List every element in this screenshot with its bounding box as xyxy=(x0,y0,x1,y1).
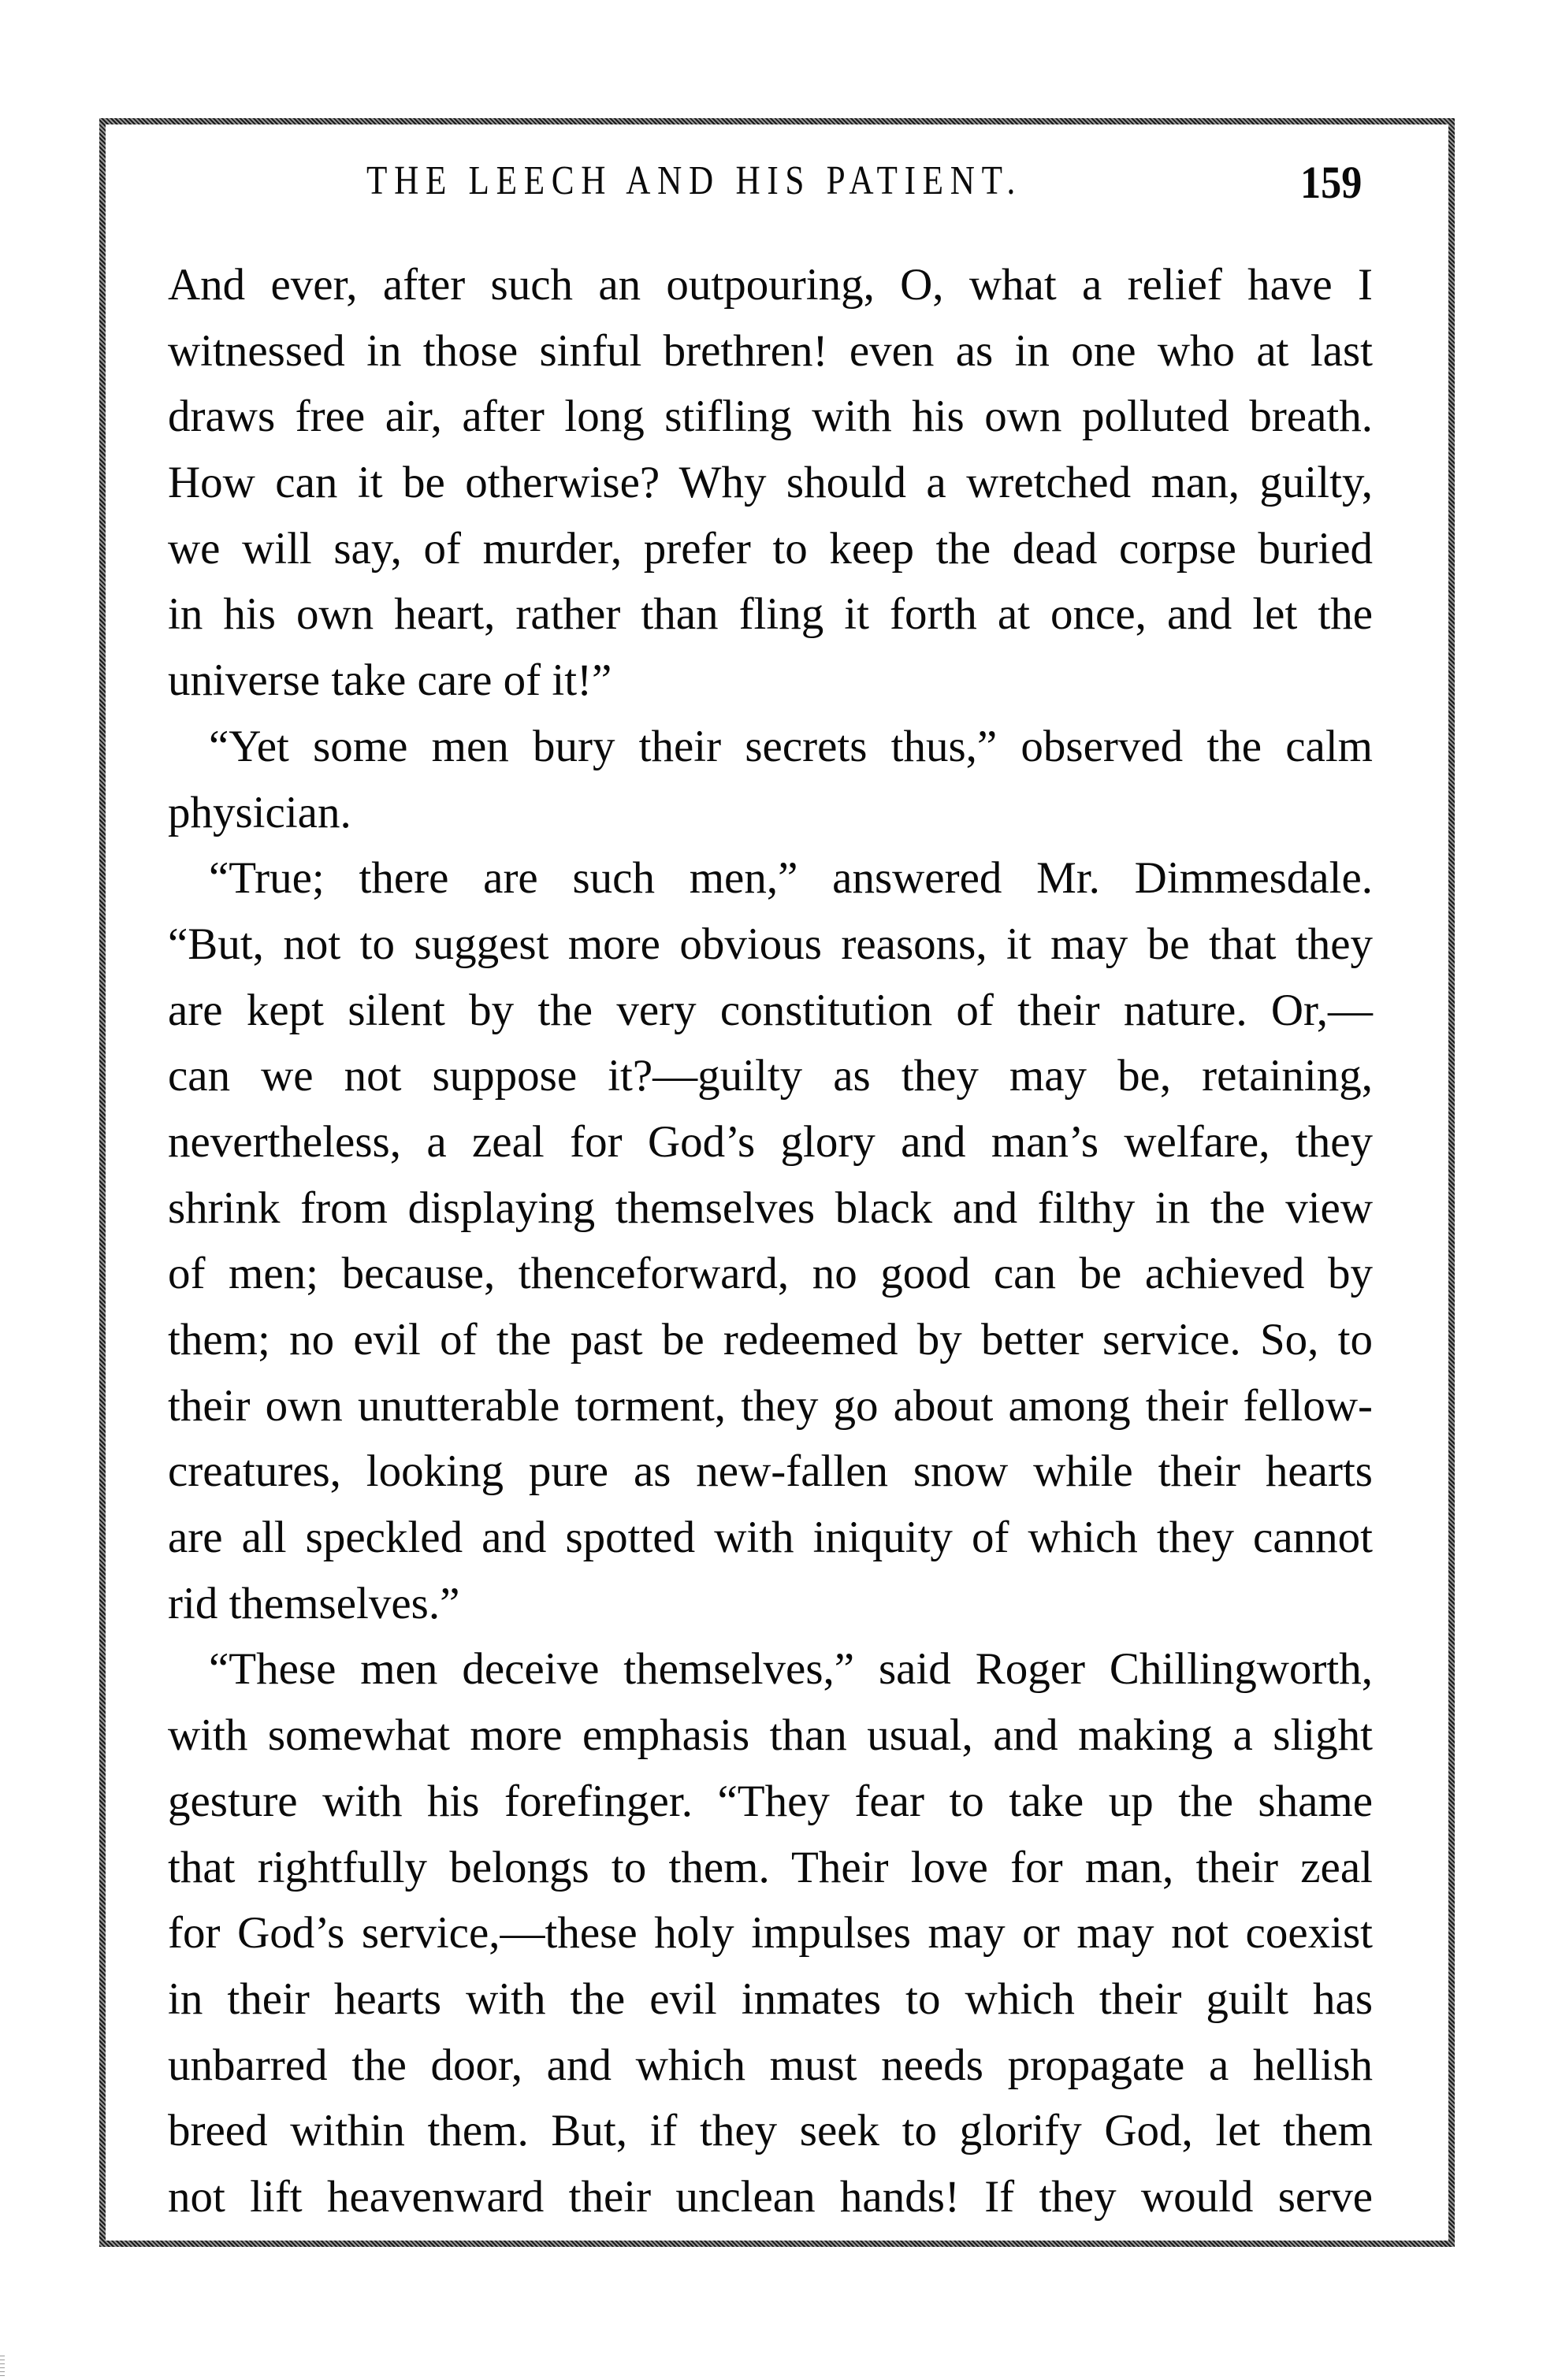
text-line: in their hearts with the evil inmates to which their guilt has xyxy=(168,1973,1373,2024)
text-line: shrink from displaying themselves black and filthy in the view xyxy=(168,1183,1373,1233)
body-text xyxy=(168,262,1373,2240)
text-line: we will say, of murder, prefer to keep the dead corpse buried xyxy=(168,523,1373,574)
text-line: can we not suppose it?—guilty as they may be, retaining, xyxy=(168,1051,1373,1101)
text-line: are kept silent by the very constitution of their nature. Or,— xyxy=(168,985,1373,1035)
text-line: “These men deceive themselves,” said Roger Chillingworth, xyxy=(209,1644,1373,1695)
text-line: rid themselves.” xyxy=(168,1578,460,1628)
running-header-title: THE LEECH AND HIS PATIENT. xyxy=(366,158,1023,203)
text-line: “Yet some men bury their secrets thus,” observed the calm xyxy=(209,721,1373,771)
text-line: of men; because, thenceforward, no good can be achieved by xyxy=(168,1249,1373,1299)
text-line: “But, not to suggest more obvious reasons, it may be that they xyxy=(168,919,1373,969)
text-line: not lift heavenward their unclean hands! If they would serve xyxy=(168,2171,1373,2222)
text-line: How can it be otherwise? Why should a wretched man, guilty, xyxy=(168,458,1373,508)
text-line: “True; there are such men,” answered Mr. Dimmesdale. xyxy=(209,853,1373,904)
text-line: their own unutterable torment, they go about among their fellow- xyxy=(168,1380,1373,1431)
text-line: breed within them. But, if they seek to glorify God, let them xyxy=(168,2106,1373,2156)
text-line: unbarred the door, and which must needs propagate a hellish xyxy=(168,2040,1373,2090)
text-line: that rightfully belongs to them. Their love for man, their zeal xyxy=(168,1842,1373,1892)
text-line: gesture with his forefinger. “They fear to take up the shame xyxy=(168,1776,1373,1826)
text-line: with somewhat more emphasis than usual, and making a slight xyxy=(168,1710,1373,1761)
text-line: creatures, looking pure as new-fallen snow while their hearts xyxy=(168,1446,1373,1497)
page-number: 159 xyxy=(1300,157,1363,208)
text-line: universe take care of it!” xyxy=(168,655,612,706)
text-line: are all speckled and spotted with iniquity of which they cannot xyxy=(168,1513,1373,1563)
text-line: draws free air, after long stifling with his own polluted breath. xyxy=(168,392,1373,442)
scan-speck xyxy=(0,2354,5,2376)
text-line: witnessed in those sinful brethren! even as in one who at last xyxy=(168,325,1373,376)
text-line: in his own heart, rather than fling it forth at once, and let the xyxy=(168,589,1373,640)
text-line: And ever, after such an outpouring, O, what a relief have I xyxy=(168,260,1373,310)
text-line: them; no evil of the past be redeemed by better service. So, to xyxy=(168,1315,1373,1365)
text-line: nevertheless, a zeal for God’s glory and man’s welfare, they xyxy=(168,1116,1373,1167)
text-line: physician. xyxy=(168,787,351,837)
text-line: for God’s service,—these holy impulses may or may not coexist xyxy=(168,1908,1373,1959)
